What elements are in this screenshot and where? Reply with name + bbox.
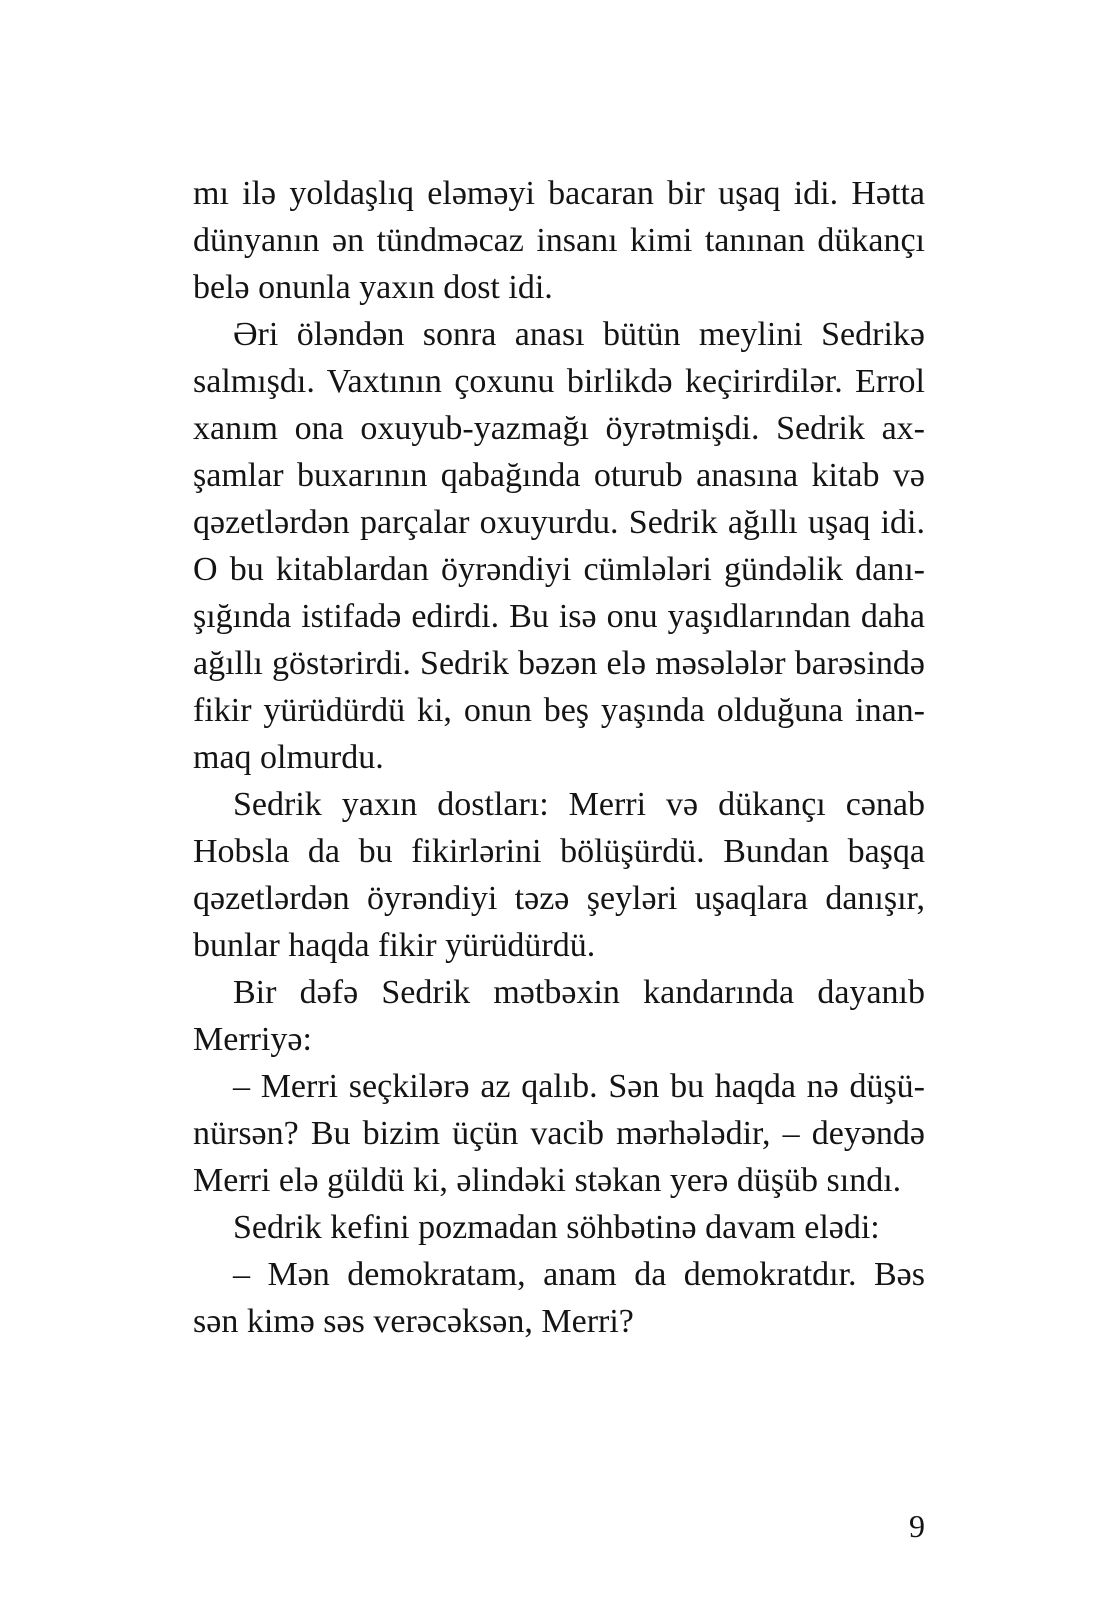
paragraph-2: [193, 311, 925, 781]
text-line: Sedrik kefini pozmadan söhbətinə davam elədi:: [233, 1209, 880, 1246]
text-line: fikir yürüdürdü ki, onun beş yaşında olduğuna inan-: [193, 692, 925, 729]
paragraph-1: [193, 170, 925, 311]
text-line: dünyanın ən tündməcaz insanı kimi tanınan dükançı: [193, 222, 925, 259]
text-line: – Merri seçkilərə az qalıb. Sən bu haqda nə düşü-: [233, 1068, 925, 1105]
text-line: sən kimə səs verəcəksən, Merri?: [193, 1303, 634, 1340]
paragraph-4: [193, 969, 925, 1063]
text-line: salmışdı. Vaxtının çoxunu birlikdə keçirirdilər. Errol: [193, 363, 925, 400]
text-line: şamlar buxarının qabağında oturub anasına kitab və: [193, 457, 925, 494]
text-line: maq olmurdu.: [193, 739, 384, 776]
page-text: [193, 170, 925, 1345]
text-line: O bu kitablardan öyrəndiyi cümlələri gündəlik danı-: [193, 551, 925, 588]
paragraph-5: [193, 1063, 925, 1204]
text-line: belə onunla yaxın dost idi.: [193, 269, 553, 306]
text-line: Merriyə:: [193, 1021, 312, 1058]
paragraph-7: [193, 1251, 925, 1345]
text-line: şığında istifadə edirdi. Bu isə onu yaşıdlarından daha: [193, 598, 925, 635]
text-line: Hobsla da bu fikirlərini bölüşürdü. Bundan başqa: [193, 833, 925, 870]
text-line: Sedrik yaxın dostları: Merri və dükançı cənab: [233, 786, 925, 823]
text-line: ağıllı göstərirdi. Sedrik bəzən elə məsələlər barəsində: [193, 645, 925, 682]
text-line: mı ilə yoldaşlıq eləməyi bacaran bir uşaq idi. Hətta: [193, 175, 925, 212]
paragraph-6: [193, 1204, 925, 1251]
text-line: qəzetlərdən öyrəndiyi təzə şeyləri uşaqlara danışır,: [193, 880, 925, 917]
text-line: Əri öləndən sonra anası bütün meylini Sedrikə: [233, 316, 925, 353]
page-number: 9: [909, 1508, 925, 1544]
text-line: – Mən demokratam, anam da demokratdır. Bəs: [233, 1256, 925, 1293]
paragraph-3: [193, 781, 925, 969]
text-line: nürsən? Bu bizim üçün vacib mərhələdir, – deyəndə: [193, 1115, 925, 1152]
text-line: Bir dəfə Sedrik mətbəxin kandarında dayanıb: [233, 974, 925, 1011]
text-line: bunlar haqda fikir yürüdürdü.: [193, 927, 596, 964]
text-line: qəzetlərdən parçalar oxuyurdu. Sedrik ağıllı uşaq idi.: [193, 504, 925, 541]
text-line: Merri elə güldü ki, əlindəki stəkan yerə düşüb sındı.: [193, 1162, 902, 1199]
text-line: xanım ona oxuyub-yazmağı öyrətmişdi. Sedrik ax-: [193, 410, 925, 447]
